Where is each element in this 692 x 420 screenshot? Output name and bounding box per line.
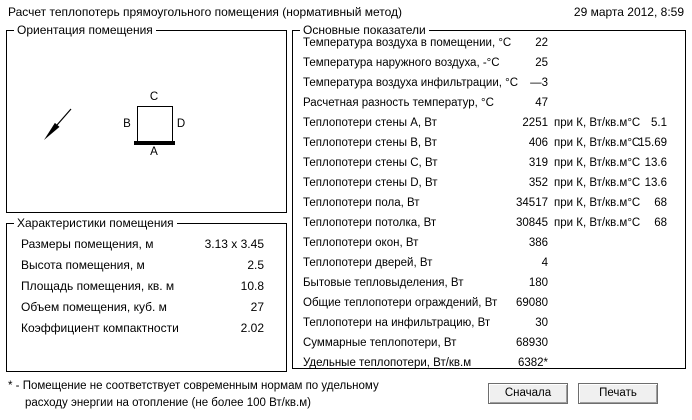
- indicator-label: Теплопотери дверей, Вт: [303, 257, 433, 269]
- restart-button[interactable]: Сначала: [488, 383, 568, 404]
- k-coefficient-value: 68: [654, 217, 667, 229]
- indicator-row: [303, 253, 677, 273]
- k-coefficient-value: 15.69: [638, 137, 667, 149]
- indicators-groupbox: [292, 23, 686, 369]
- indicator-value: 352: [528, 177, 548, 189]
- indicator-value: 22: [535, 37, 548, 49]
- characteristic-label: Коэффициент компактности: [21, 321, 179, 335]
- indicator-row: [303, 153, 677, 173]
- orientation-legend: Ориентация помещения: [14, 23, 156, 37]
- characteristic-value: 10.8: [240, 279, 264, 293]
- print-button[interactable]: Печать: [578, 383, 658, 404]
- indicator-label: Теплопотери стены D, Вт: [303, 177, 438, 189]
- orientation-arrow-icon: [44, 109, 71, 140]
- indicator-label: Теплопотери пола, Вт: [303, 197, 420, 209]
- characteristic-value: 2.02: [240, 321, 264, 335]
- page-title: Расчет теплопотерь прямоугольного помещения (нормативный метод): [8, 5, 403, 19]
- indicator-label: Удельные теплопотери, Вт/кв.м: [303, 357, 472, 369]
- indicator-value: 180: [528, 277, 548, 289]
- footnote-line-1: * - Помещение не соответствует современным нормам по удельному: [8, 380, 379, 392]
- characteristic-row: [21, 318, 264, 339]
- k-coefficient-label: при К, Вт/кв.м°С: [554, 137, 641, 149]
- k-coefficient-label: при К, Вт/кв.м°С: [554, 197, 641, 209]
- wall-label-right: D: [176, 118, 186, 130]
- indicator-value: 30: [535, 317, 548, 329]
- indicator-label: Суммарные теплопотери, Вт: [303, 337, 457, 349]
- indicator-value: —3: [530, 77, 548, 89]
- indicator-value: 47: [535, 97, 548, 109]
- characteristic-value: 3.13 x 3.45: [204, 237, 264, 251]
- characteristic-row: [21, 255, 264, 276]
- indicator-label: Теплопотери стены C, Вт: [303, 157, 438, 169]
- indicator-value: 6382*: [517, 357, 548, 369]
- indicator-value: 2251: [522, 117, 548, 129]
- indicator-value: 319: [528, 157, 548, 169]
- indicator-label: Температура воздуха в помещении, °С: [303, 37, 512, 49]
- characteristic-row: [21, 297, 264, 318]
- wall-label-bottom: A: [150, 146, 158, 158]
- characteristic-row: [21, 276, 264, 297]
- indicator-row: [303, 233, 677, 253]
- indicator-row: [303, 273, 677, 293]
- wall-label-left: B: [123, 118, 131, 130]
- indicator-row: [303, 93, 677, 113]
- k-coefficient-value: 13.6: [644, 157, 667, 169]
- indicator-value: 25: [535, 57, 548, 69]
- k-coefficient-label: при К, Вт/кв.м°С: [554, 217, 641, 229]
- indicator-row: [303, 193, 677, 213]
- characteristic-label: Высота помещения, м: [21, 258, 145, 272]
- indicator-row: [303, 353, 677, 373]
- wall-label-top: C: [149, 91, 159, 103]
- indicator-row: [303, 313, 677, 333]
- indicator-value: 406: [528, 137, 548, 149]
- room-orientation-diagram: [7, 31, 286, 212]
- indicator-label: Бытовые тепловыделения, Вт: [303, 277, 464, 289]
- indicator-value: 34517: [516, 197, 548, 209]
- indicator-row: [303, 133, 677, 153]
- k-coefficient-label: при К, Вт/кв.м°С: [554, 117, 641, 129]
- characteristic-value: 2.5: [247, 258, 264, 272]
- footnote-line-2: расходу энергии на отопление (не более 100 Вт/кв.м): [25, 397, 311, 409]
- indicator-value: 4: [541, 257, 548, 269]
- room-outline: [134, 107, 175, 146]
- indicator-row: [303, 293, 677, 313]
- k-coefficient-value: 68: [654, 197, 667, 209]
- characteristic-label: Площадь помещения, кв. м: [21, 279, 175, 293]
- indicator-label: Общие теплопотери ограждений, Вт: [303, 297, 498, 309]
- k-coefficient-label: при К, Вт/кв.м°С: [554, 157, 641, 169]
- indicator-row: [303, 113, 677, 133]
- k-coefficient-value: 5.1: [651, 117, 667, 129]
- indicator-label: Теплопотери стены B, Вт: [303, 137, 437, 149]
- report-datetime: 29 марта 2012, 8:59: [573, 5, 684, 19]
- indicator-value: 386: [528, 237, 548, 249]
- indicator-label: Теплопотери потолка, Вт: [303, 217, 437, 229]
- orientation-groupbox: [6, 23, 287, 213]
- indicator-row: [303, 173, 677, 193]
- k-coefficient-label: при К, Вт/кв.м°С: [554, 177, 641, 189]
- indicator-row: [303, 53, 677, 73]
- indicator-row: [303, 73, 677, 93]
- indicator-label: Температура воздуха инфильтрации, °С: [303, 77, 519, 89]
- indicator-value: 69080: [516, 297, 548, 309]
- indicator-row: [303, 333, 677, 353]
- characteristics-legend: Характеристики помещения: [14, 216, 177, 230]
- indicator-row: [303, 213, 677, 233]
- characteristic-row: [21, 234, 264, 255]
- characteristic-label: Размеры помещения, м: [21, 237, 154, 251]
- indicator-label: Температура наружного воздуха, -°С: [303, 57, 500, 69]
- characteristics-groupbox: [6, 216, 287, 372]
- indicator-label: Теплопотери окон, Вт: [303, 237, 419, 249]
- indicator-label: Теплопотери стены A, Вт: [303, 117, 437, 129]
- indicator-row: [303, 33, 677, 53]
- k-coefficient-value: 13.6: [644, 177, 667, 189]
- characteristic-value: 27: [250, 300, 264, 314]
- characteristic-label: Объем помещения, куб. м: [21, 300, 167, 314]
- indicator-value: 68930: [516, 337, 548, 349]
- indicator-label: Теплопотери на инфильтрацию, Вт: [303, 317, 491, 329]
- indicators-legend: Основные показатели: [300, 23, 429, 37]
- indicator-value: 30845: [516, 217, 548, 229]
- indicator-label: Расчетная разность температур, °С: [303, 97, 494, 109]
